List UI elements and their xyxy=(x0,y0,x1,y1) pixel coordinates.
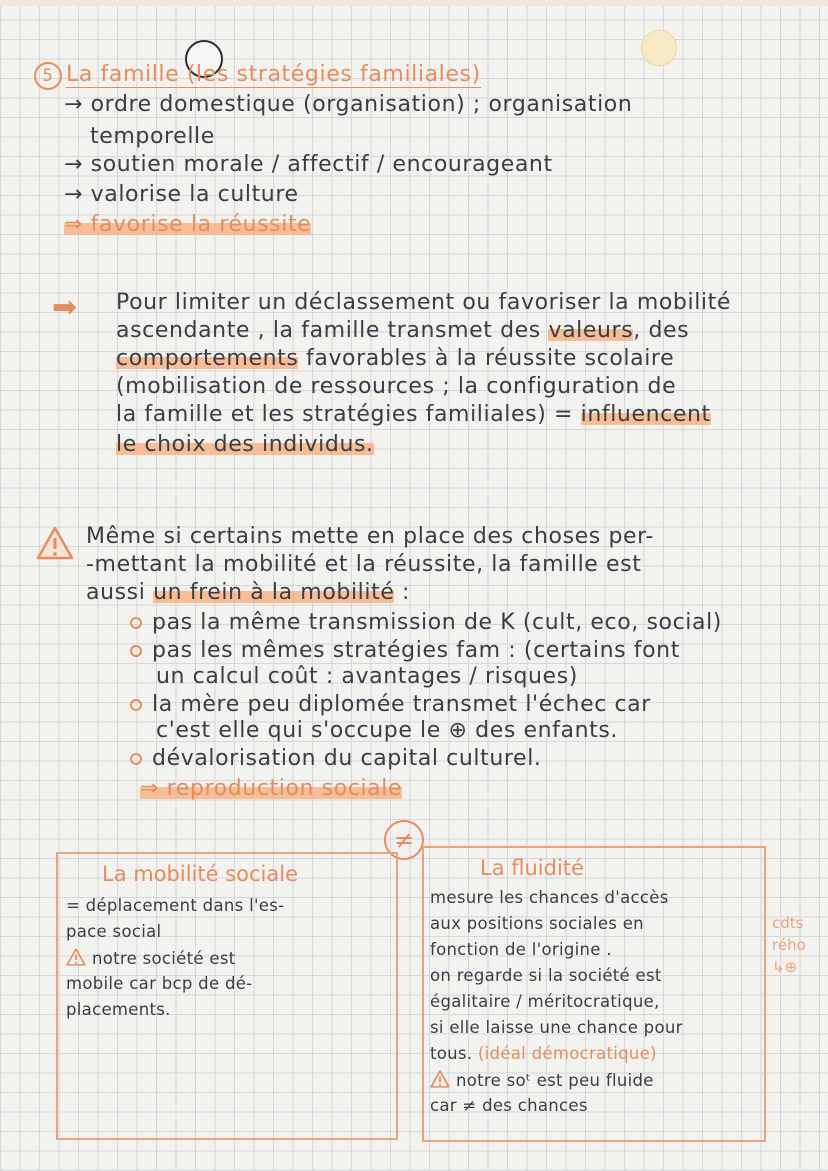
side-note-line: rého xyxy=(772,936,806,954)
section-number: 5 xyxy=(34,62,62,90)
box-line: fonction de l'origine . xyxy=(430,940,612,959)
warning-line: Même si certains mette en place des choses per- xyxy=(86,524,654,549)
box-line: notre soᵗ est peu fluide xyxy=(430,1070,654,1090)
box-line: notre société est xyxy=(66,948,236,968)
highlight-comportements: comportements xyxy=(116,346,299,371)
box-line: aux positions sociales en xyxy=(430,914,644,933)
box-title: La mobilité sociale xyxy=(102,862,299,886)
box-line: placements. xyxy=(66,1000,171,1019)
warning-line: aussi un frein à la mobilité : xyxy=(86,580,411,605)
box-line: = déplacement dans l'es- xyxy=(66,896,285,915)
bullet-icon xyxy=(130,699,142,711)
highlight-frein: un frein à la mobilité xyxy=(153,580,395,605)
list-item: → ordre domestique (organisation) ; organisation xyxy=(64,92,633,117)
warning-icon xyxy=(36,526,74,560)
bullet-item: dévalorisation du capital culturel. xyxy=(130,746,542,771)
box-line: pace social xyxy=(66,922,162,941)
list-item: temporelle xyxy=(90,124,215,149)
box-line: on regarde si la société est xyxy=(430,966,662,985)
side-note-line: cdts xyxy=(772,914,804,932)
box-mobilite-sociale xyxy=(56,852,398,1140)
box-line: si elle laisse une chance pour xyxy=(430,1018,683,1037)
binder-hole-right xyxy=(641,30,677,66)
warning-icon xyxy=(66,948,86,966)
list-item: → valorise la culture xyxy=(64,182,299,207)
paragraph-line: (mobilisation de ressources ; la configuration de xyxy=(116,374,677,399)
bullet-item: pas la même transmission de K (cult, eco, social) xyxy=(130,610,722,635)
ideal-democratique: (idéal démocratique) xyxy=(477,1044,657,1063)
conclusion-line xyxy=(64,212,311,237)
bullet-item: la mère peu diplomée transmet l'échec car xyxy=(130,692,651,717)
conclusion-highlight: ⇒ favorise la réussite xyxy=(64,212,312,237)
bullet-item: pas les mêmes stratégies fam : (certains font xyxy=(130,638,680,663)
box-line: mesure les chances d'accès xyxy=(430,888,669,907)
list-item: → soutien morale / affectif / encourageant xyxy=(64,152,553,177)
box-line: car ≠ des chances xyxy=(430,1096,588,1115)
bullet-icon xyxy=(130,645,142,657)
bullet-icon xyxy=(130,753,142,765)
section-title xyxy=(34,62,481,90)
paragraph-line: Pour limiter un déclassement ou favoriser la mobilité xyxy=(116,290,731,315)
page-top-margin xyxy=(0,0,828,6)
warning-line: -mettant la mobilité et la réussite, la famille est xyxy=(86,552,642,577)
reproduction-line xyxy=(140,776,402,801)
bullet-item-cont: un calcul coût : avantages / risques) xyxy=(156,664,578,689)
box-title: La fluidité xyxy=(480,856,584,880)
box-line: tous. (idéal démocratique) xyxy=(430,1044,657,1063)
box-line: mobile car bcp de dé- xyxy=(66,974,253,993)
not-equal-icon: ≠ xyxy=(384,820,424,860)
bullet-icon xyxy=(130,617,142,629)
highlight-reproduction: ⇒ reproduction sociale xyxy=(140,776,403,801)
box-line: égalitaire / méritocratique, xyxy=(430,992,660,1011)
big-arrow-icon: ➡ xyxy=(52,290,78,325)
box-fluidite xyxy=(422,846,766,1142)
paragraph-line xyxy=(116,432,374,457)
section-title-text: La famille (les stratégies familiales) xyxy=(66,62,481,87)
highlight-valeurs: valeurs xyxy=(548,318,634,343)
highlight-choix: le choix des individus. xyxy=(116,432,374,457)
paragraph-line: comportements favorables à la réussite scolaire xyxy=(116,346,675,371)
highlight-influencent: influencent xyxy=(580,402,711,427)
paragraph-line: ascendante , la famille transmet des valeurs, des xyxy=(116,318,690,343)
bullet-item-cont: c'est elle qui s'occupe le ⊕ des enfants. xyxy=(156,718,619,743)
warning-icon xyxy=(430,1070,450,1088)
side-note-line: ↳⊕ xyxy=(772,958,798,976)
paragraph-line: la famille et les stratégies familiales) = influencent xyxy=(116,402,711,427)
